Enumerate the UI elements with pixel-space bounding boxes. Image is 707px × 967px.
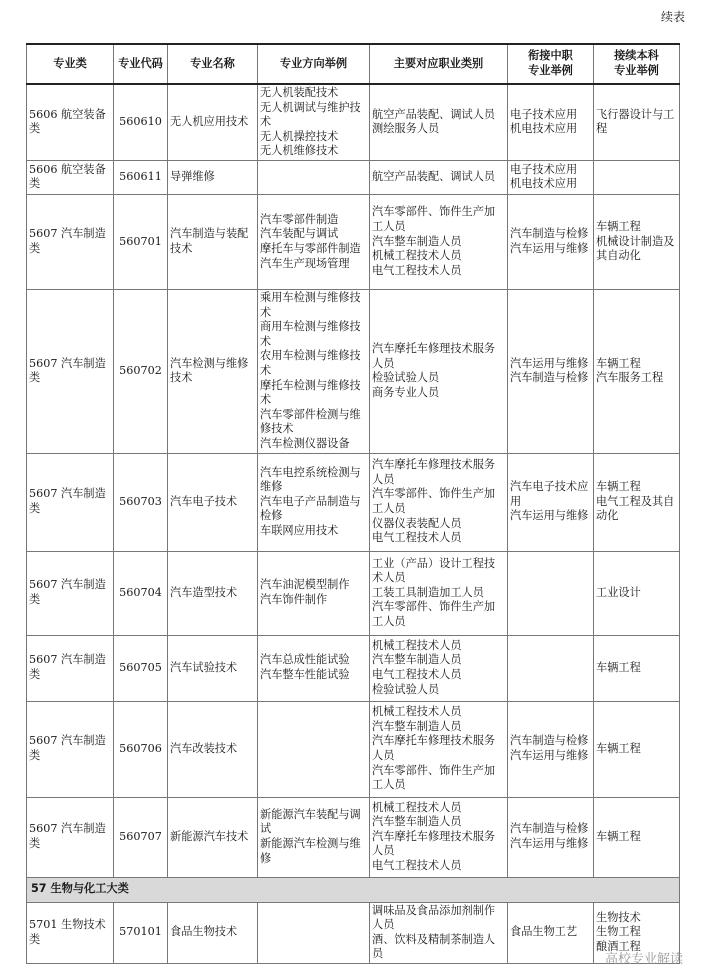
cell-secondary <box>508 635 594 701</box>
table-row <box>27 902 680 963</box>
cell-secondary: 电子技术应用 机电技术应用 <box>508 84 594 160</box>
cell-category: 5607 汽车制造类 <box>27 551 114 635</box>
cell-secondary: 食品生物工艺 <box>508 902 594 963</box>
header-name: 专业名称 <box>168 44 258 84</box>
cell-jobs: 航空产品装配、调试人员 测绘服务人员 <box>370 84 508 160</box>
cell-jobs: 汽车摩托车修理技术服务人员 检验试验人员 商务专业人员 <box>370 289 508 453</box>
cell-code: 560703 <box>114 453 168 551</box>
cell-code: 560705 <box>114 635 168 701</box>
cell-direction <box>258 160 370 194</box>
cell-undergrad: 车辆工程 <box>594 701 680 797</box>
cell-category: 5607 汽车制造类 <box>27 797 114 877</box>
cell-secondary <box>508 551 594 635</box>
section-row <box>27 877 680 902</box>
cell-secondary: 汽车制造与检修 汽车运用与维修 <box>508 194 594 289</box>
cell-category: 5701 生物技术类 <box>27 902 114 963</box>
cell-direction <box>258 902 370 963</box>
cell-name: 汽车造型技术 <box>168 551 258 635</box>
cell-secondary: 电子技术应用 机电技术应用 <box>508 160 594 194</box>
header-category: 专业类 <box>27 44 114 84</box>
watermark: 高校专业解读 <box>604 952 683 967</box>
cell-code: 560701 <box>114 194 168 289</box>
cell-name: 汽车试验技术 <box>168 635 258 701</box>
cell-secondary: 汽车制造与检修 汽车运用与维修 <box>508 701 594 797</box>
header-jobs: 主要对应职业类别 <box>370 44 508 84</box>
table-row <box>27 797 680 877</box>
cell-undergrad: 车辆工程 <box>594 797 680 877</box>
cell-undergrad: 飞行器设计与工程 <box>594 84 680 160</box>
cell-direction: 汽车总成性能试验 汽车整车性能试验 <box>258 635 370 701</box>
cell-category: 5607 汽车制造类 <box>27 289 114 453</box>
cell-code: 560706 <box>114 701 168 797</box>
cell-secondary: 汽车运用与维修 汽车制造与检修 <box>508 289 594 453</box>
major-catalog-table <box>26 43 680 964</box>
cell-undergrad <box>594 160 680 194</box>
cell-direction: 汽车电控系统检测与维修 汽车电子产品制造与检修 车联网应用技术 <box>258 453 370 551</box>
cell-code: 570101 <box>114 902 168 963</box>
cell-name: 汽车电子技术 <box>168 453 258 551</box>
cell-jobs: 航空产品装配、调试人员 <box>370 160 508 194</box>
cell-jobs: 调味品及食品添加剂制作人员 酒、饮料及精制茶制造人员 <box>370 902 508 963</box>
table-body <box>27 84 680 963</box>
cell-secondary: 汽车电子技术应用 汽车运用与维修 <box>508 453 594 551</box>
cell-jobs: 机械工程技术人员 汽车整车制造人员 电气工程技术人员 检验试验人员 <box>370 635 508 701</box>
table-row <box>27 289 680 453</box>
header-direction: 专业方向举例 <box>258 44 370 84</box>
cell-undergrad: 车辆工程 电气工程及其自动化 <box>594 453 680 551</box>
cell-undergrad: 车辆工程 <box>594 635 680 701</box>
cell-name: 无人机应用技术 <box>168 84 258 160</box>
cell-undergrad: 车辆工程 汽车服务工程 <box>594 289 680 453</box>
cell-direction: 新能源汽车装配与调试 新能源汽车检测与维修 <box>258 797 370 877</box>
cell-name: 导弹维修 <box>168 160 258 194</box>
cell-jobs: 汽车零部件、饰件生产加工人员 汽车整车制造人员 机械工程技术人员 电气工程技术人员 <box>370 194 508 289</box>
cell-direction <box>258 701 370 797</box>
table-row <box>27 84 680 160</box>
cell-secondary: 汽车制造与检修 汽车运用与维修 <box>508 797 594 877</box>
cell-name: 食品生物技术 <box>168 902 258 963</box>
cell-category: 5606 航空装备类 <box>27 84 114 160</box>
cell-direction: 无人机装配技术 无人机调试与维护技术 无人机操控技术 无人机维修技术 <box>258 84 370 160</box>
cell-jobs: 汽车摩托车修理技术服务人员 汽车零部件、饰件生产加工人员 仪器仪表装配人员 电气工程技术人员 <box>370 453 508 551</box>
table-row <box>27 701 680 797</box>
cell-code: 560611 <box>114 160 168 194</box>
header-code: 专业代码 <box>114 44 168 84</box>
cell-code: 560704 <box>114 551 168 635</box>
cell-category: 5607 汽车制造类 <box>27 701 114 797</box>
continued-label: 续表 <box>660 10 685 24</box>
header-undergrad: 接续本科 专业举例 <box>594 44 680 84</box>
cell-code: 560610 <box>114 84 168 160</box>
cell-name: 汽车制造与装配技术 <box>168 194 258 289</box>
table-row <box>27 551 680 635</box>
cell-undergrad: 生物技术 生物工程 酿酒工程 <box>594 902 680 963</box>
cell-direction: 汽车零部件制造 汽车装配与调试 摩托车与零部件制造 汽车生产现场管理 <box>258 194 370 289</box>
cell-category: 5606 航空装备类 <box>27 160 114 194</box>
cell-code: 560702 <box>114 289 168 453</box>
cell-name: 汽车改装技术 <box>168 701 258 797</box>
table-row <box>27 194 680 289</box>
section-title: 57 生物与化工大类 <box>27 877 680 902</box>
table-row <box>27 635 680 701</box>
cell-undergrad: 工业设计 <box>594 551 680 635</box>
table-row <box>27 160 680 194</box>
cell-undergrad: 车辆工程 机械设计制造及其自动化 <box>594 194 680 289</box>
cell-direction: 乘用车检测与维修技术 商用车检测与维修技术 农用车检测与维修技术 摩托车检测与维修技术 汽车零部件检测与维修技术 汽车检测仪器设备 <box>258 289 370 453</box>
header-secondary: 衔接中职 专业举例 <box>508 44 594 84</box>
cell-name: 新能源汽车技术 <box>168 797 258 877</box>
cell-direction: 汽车油泥模型制作 汽车饰件制作 <box>258 551 370 635</box>
cell-jobs: 工业（产品）设计工程技术人员 工装工具制造加工人员 汽车零部件、饰件生产加工人员 <box>370 551 508 635</box>
table-header-row <box>27 44 680 84</box>
cell-category: 5607 汽车制造类 <box>27 635 114 701</box>
table-row <box>27 453 680 551</box>
cell-code: 560707 <box>114 797 168 877</box>
cell-category: 5607 汽车制造类 <box>27 453 114 551</box>
cell-jobs: 机械工程技术人员 汽车整车制造人员 汽车摩托车修理技术服务人员 电气工程技术人员 <box>370 797 508 877</box>
cell-jobs: 机械工程技术人员 汽车整车制造人员 汽车摩托车修理技术服务人员 汽车零部件、饰件生产加工人员 <box>370 701 508 797</box>
cell-name: 汽车检测与维修技术 <box>168 289 258 453</box>
cell-category: 5607 汽车制造类 <box>27 194 114 289</box>
